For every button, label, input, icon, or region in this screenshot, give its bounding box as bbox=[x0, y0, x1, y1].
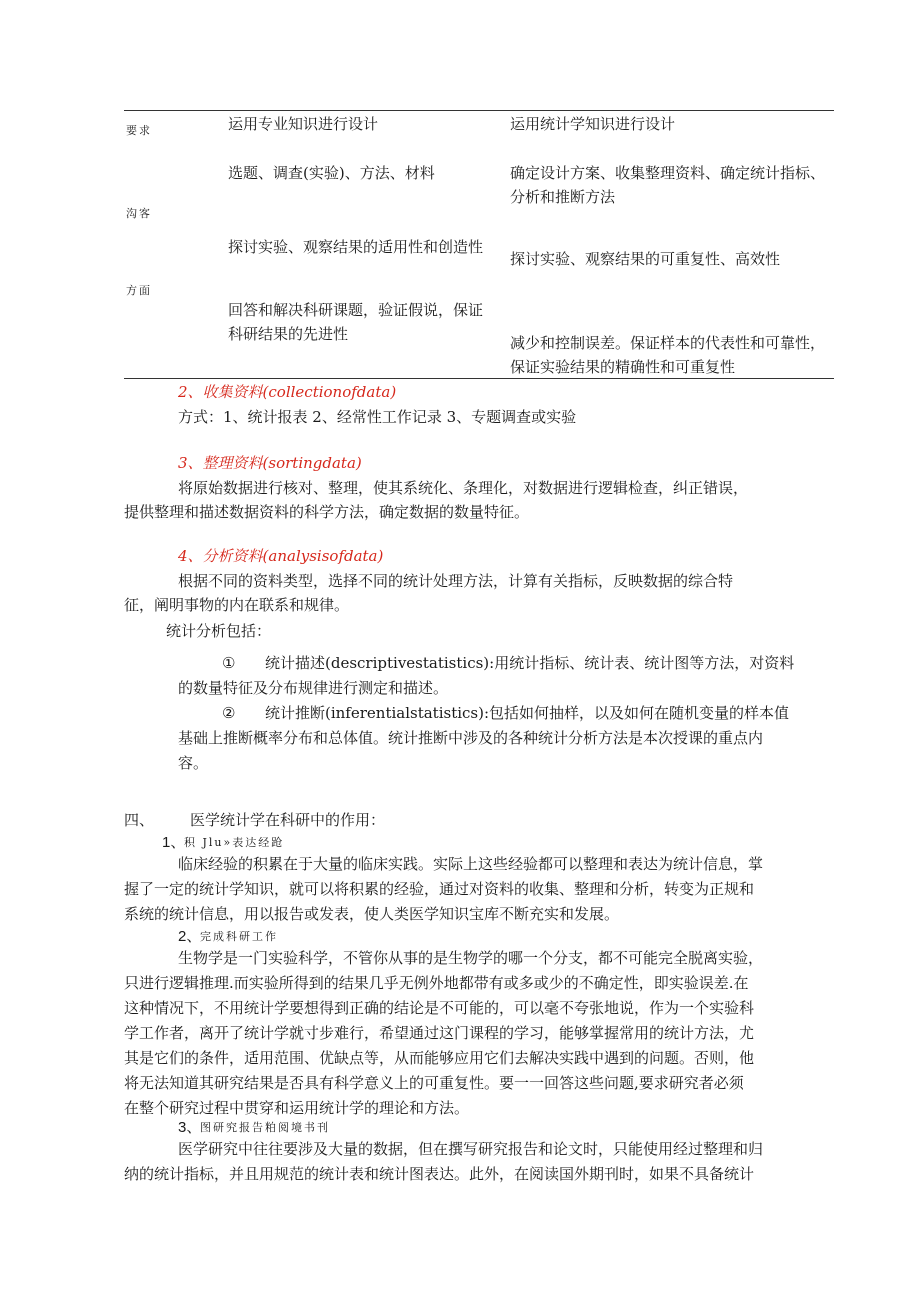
paragraph-line: 征，阐明事物的内在联系和规律。 bbox=[124, 596, 350, 614]
subsection-number: 1、 bbox=[162, 834, 186, 851]
table-cell: 减少和控制误差。保证样本的代表性和可靠性，保证实验结果的精确性和可重复性 bbox=[510, 334, 826, 376]
table-side-label: 要求 bbox=[126, 124, 152, 137]
table-cell: 确定设计方案、收集整理资料、确定统计指标、分析和推断方法 bbox=[510, 164, 826, 206]
paragraph-line: 系统的统计信息，用以报告或发表，使人类医学知识宝库不断充实和发展。 bbox=[124, 905, 620, 923]
paragraph-line: 生物学是一门实验科学，不管你从事的是生物学的哪一个分支，都不可能完全脱离实验， bbox=[178, 949, 764, 967]
table-bottom-rule bbox=[124, 378, 834, 379]
chapter-number: 四、 bbox=[124, 811, 155, 829]
subsection-number: 2、 bbox=[178, 928, 202, 945]
list-marker: ② bbox=[222, 704, 236, 722]
table-cell: 探讨实验、观察结果的可重复性、高效性 bbox=[510, 250, 781, 268]
table-cell: 探讨实验、观察结果的适用性和创造性 bbox=[228, 238, 484, 256]
table-side-label: 方面 bbox=[126, 284, 152, 297]
table-cell: 选题、调查(实验)、方法、材料 bbox=[228, 164, 435, 182]
section-heading: 3、整理资料(sortingdata) bbox=[178, 454, 362, 472]
paragraph-line: 医学研究中往往要涉及大量的数据，但在撰写研究报告和论文时，只能使用经过整理和归 bbox=[178, 1140, 764, 1158]
paragraph-line: 学工作者，离开了统计学就寸步难行，希望通过这门课程的学习，能够掌握常用的统计方法，尤 bbox=[124, 1024, 755, 1042]
paragraph-line: 将无法知道其研究结果是否具有科学意义上的可重复性。要一一回答这些问题,要求研究者必须 bbox=[124, 1074, 744, 1092]
paragraph-line: 统计分析包括： bbox=[166, 622, 272, 640]
paragraph-line: 将原始数据进行核对、整理，使其系统化、条理化，对数据进行逻辑检查，纠正错误， bbox=[178, 479, 749, 497]
paragraph-line: 这种情况下，不用统计学要想得到正确的结论是不可能的，可以毫不夸张地说，作为一个实验科 bbox=[124, 999, 755, 1017]
paragraph-line: 统计推断(inferentialstatistics):包括如何抽样，以及如何在随机变量的样本值 bbox=[265, 704, 790, 722]
section-heading: 4、分析资料(analysisofdata) bbox=[178, 547, 384, 565]
table-cell: 回答和解决科研课题，验证假说，保证科研结果的先进性 bbox=[228, 301, 484, 343]
paragraph-line: 提供整理和描述数据资料的科学方法，确定数据的数量特征。 bbox=[124, 503, 530, 521]
subsection-title: 图研究报告粕阅境书刊 bbox=[200, 1121, 330, 1134]
paragraph-line: 其是它们的条件，适用范围、优缺点等，从而能够应用它们去解决实践中遇到的问题。否则，他 bbox=[124, 1049, 755, 1067]
paragraph-line: 根据不同的资料类型，选择不同的统计处理方法，计算有关指标，反映数据的综合特 bbox=[178, 572, 734, 590]
paragraph-line: 的数量特征及分布规律进行测定和描述。 bbox=[178, 679, 449, 697]
table-side-label: 沟客 bbox=[126, 207, 152, 220]
subsection-title: 积 Jlu»表达经跄 bbox=[184, 836, 285, 849]
paragraph-line: 握了一定的统计学知识，就可以将积累的经验，通过对资料的收集、整理和分析，转变为正规和 bbox=[124, 880, 755, 898]
paragraph-line: 临床经验的积累在于大量的临床实践。实际上这些经验都可以整理和表达为统计信息，掌 bbox=[178, 855, 764, 873]
subsection-title: 完成科研工作 bbox=[200, 930, 278, 943]
table-cell: 运用统计学知识进行设计 bbox=[510, 115, 676, 133]
paragraph-line: 方式：1、统计报表 2、经常性工作记录 3、专题调查或实验 bbox=[178, 408, 577, 426]
table-cell: 运用专业知识进行设计 bbox=[228, 115, 379, 133]
paragraph-line: 纳的统计指标，并且用规范的统计表和统计图表达。此外，在阅读国外期刊时，如果不具备统计 bbox=[124, 1165, 755, 1183]
paragraph-line: 在整个研究过程中贯穿和运用统计学的理论和方法。 bbox=[124, 1099, 470, 1117]
table-top-rule bbox=[124, 110, 834, 111]
chapter-title: 医学统计学在科研中的作用： bbox=[190, 811, 386, 829]
paragraph-line: 统计描述(descriptivestatistics):用统计指标、统计表、统计图等方法，对资料 bbox=[265, 654, 795, 672]
subsection-number: 3、 bbox=[178, 1119, 202, 1136]
paragraph-line: 基础上推断概率分布和总体值。统计推断中涉及的各种统计分析方法是本次授课的重点内 bbox=[178, 729, 764, 747]
section-heading: 2、收集资料(collectionofdata) bbox=[178, 383, 397, 401]
list-marker: ① bbox=[222, 654, 236, 672]
paragraph-line: 只进行逻辑推理.而实验所得到的结果几乎无例外地都带有或多或少的不确定性，即实验误差.在 bbox=[124, 974, 749, 992]
paragraph-line: 容。 bbox=[178, 754, 209, 772]
